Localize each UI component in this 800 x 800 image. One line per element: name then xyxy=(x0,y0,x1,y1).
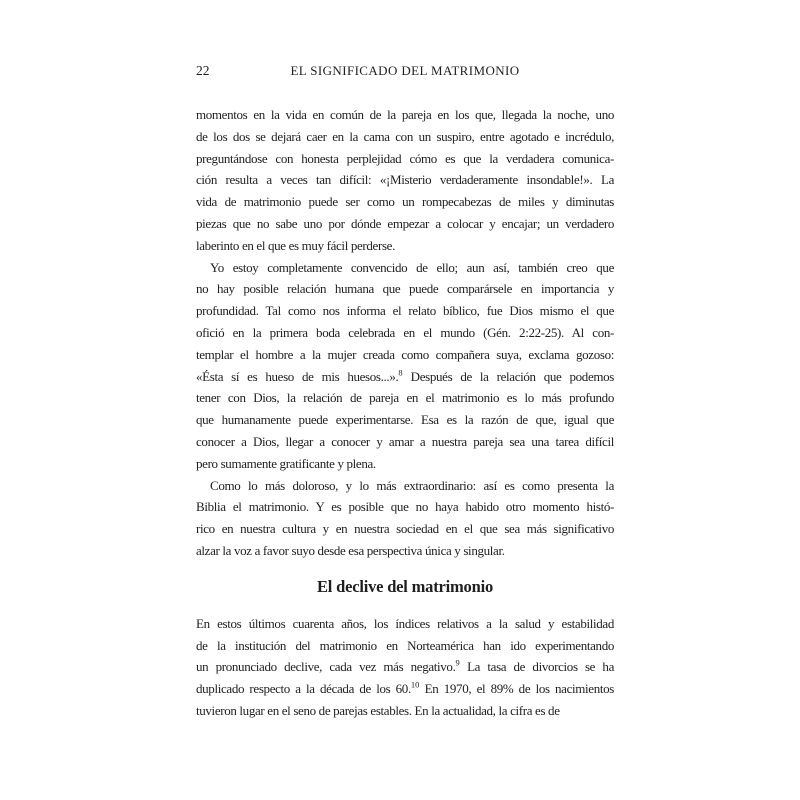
text-line: ofició en la primera boda celebrada en el mundo (Gén. 2:22-25). Al con- xyxy=(196,324,614,340)
text-line: alzar la voz a favor suyo desde esa perspectiva única y singular. xyxy=(196,542,505,558)
footnote-reference: 9 xyxy=(455,658,460,668)
text-line: piezas que no sabe uno por dónde empezar a colocar y encajar; un verdadero xyxy=(196,215,614,231)
paragraph xyxy=(196,104,614,257)
text-line: momentos en la vida en común de la pareja en los que, llegada la noche, uno xyxy=(196,107,614,122)
text-line: pero sumamente gratificante y plena. xyxy=(196,455,376,471)
section-heading: El declive del matrimonio xyxy=(316,576,494,596)
text-line: de los dos se dejará caer en la cama con un suspiro, entre agotado e incrédulo, xyxy=(196,128,614,144)
text-line: preguntándose con honesta perplejidad cómo es que la verdadera comunica- xyxy=(196,150,614,166)
text-line: Yo estoy completamente convencido de ello; aun así, también creo que xyxy=(210,259,614,275)
text-line: Biblia el matrimonio. Y es posible que no haya habido otro momento histó- xyxy=(196,499,614,515)
text-line: Como lo más doloroso, y lo más extraordinario: así es como presenta la xyxy=(210,477,614,493)
running-head: EL SIGNIFICADO DEL MATRIMONIO xyxy=(290,63,520,78)
paragraph xyxy=(196,613,614,722)
text-line: que humanamente puede experimentarse. Esa es la razón de que, igual que xyxy=(196,412,614,428)
page-header xyxy=(196,63,614,83)
paragraph xyxy=(196,475,614,562)
text-line: rico en nuestra cultura y en nuestra sociedad en el que sea más significativo xyxy=(196,521,614,537)
paragraph xyxy=(196,257,614,475)
text-line: vida de matrimonio puede ser como un rompecabezas de miles y diminutas xyxy=(196,194,614,210)
text-line: laberinto en el que es muy fácil perderse. xyxy=(196,237,395,253)
text-line: profundidad. Tal como nos informa el relato bíblico, fue Dios mismo el que xyxy=(196,303,614,319)
text-line: un pronunciado declive, cada vez más negativo.$^9$ La tasa de divorcios se ha xyxy=(196,658,614,675)
text-line: duplicado respecto a la década de los 60.10 En 1970, el 89% de los nacimientos xyxy=(196,679,614,697)
page-number: 22 xyxy=(196,63,210,78)
text-line: templar el hombre a la mujer creada como compañera suya, exclama gozoso: xyxy=(196,346,614,362)
text-line: «Ésta sí es hueso de mis huesos...».$^8$ Después de la relación que podemos xyxy=(196,367,614,384)
text-line: tener con Dios, la relación de pareja en el matrimonio es lo más profundo xyxy=(196,390,614,406)
footnote-reference: 10 xyxy=(410,679,420,690)
body-text xyxy=(196,104,614,722)
text-line: En estos últimos cuarenta años, los índices relativos a la salud y estabilidad xyxy=(196,615,614,631)
text-line: de la institución del matrimonio en Norteamérica han ido experimentando xyxy=(196,637,614,653)
text-line: tuvieron lugar en el seno de parejas estables. En la actualidad, la cifra es de xyxy=(196,702,560,718)
text-line: conocer a Dios, llegar a conocer y amar a nuestra pareja sea una tarea difícil xyxy=(196,433,614,449)
footnote-reference: 8 xyxy=(398,367,403,378)
text-line: no hay posible relación humana que puede comparársele en importancia y xyxy=(196,281,614,297)
text-line: ción resulta a veces tan difícil: «¡Misterio verdaderamente insondable!». La xyxy=(196,172,614,188)
